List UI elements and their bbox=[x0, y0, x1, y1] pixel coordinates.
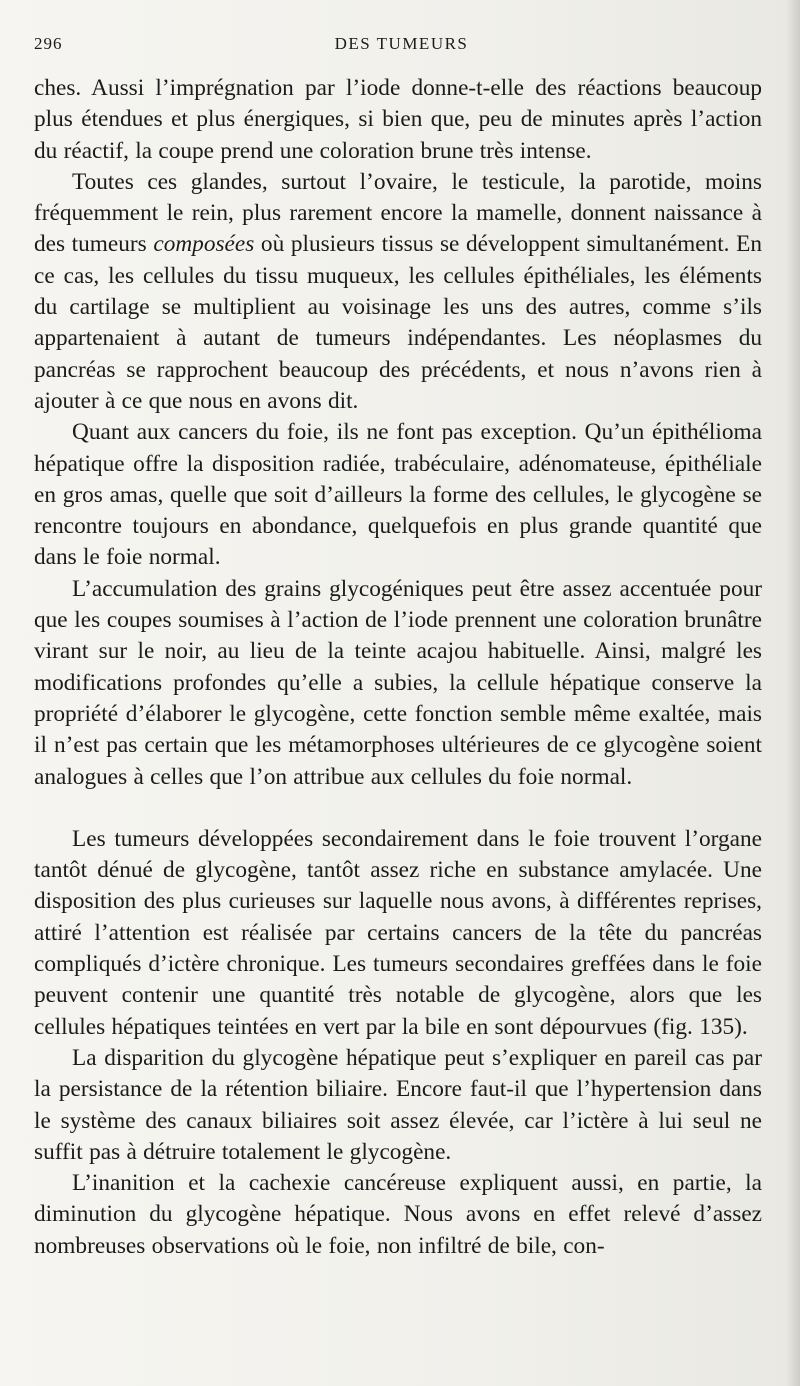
page-number: 296 bbox=[34, 34, 63, 53]
paragraph-text: où plusieurs tissus se développent simultanément. En ce cas, les cellules du tissu muqueux, les cellules épithéliales, les éléments du cartilage se multiplient au voisinage les uns des autres, comme s’ils appartenaient à autant de tumeurs indépendantes. Les néoplasmes du pancréas se rapprochent beaucoup des précédents, et nous n’avons rien à ajouter à ce que nous en avons dit. bbox=[34, 231, 762, 414]
paragraph-composite-tumors bbox=[34, 167, 762, 417]
paragraph-liver-cancers: Quant aux cancers du foie, ils ne font pas exception. Qu’un épithélioma hépatique offre la disposition radiée, trabéculaire, adénomateuse, épithéliale en gros amas, quelle que soit d’ailleurs la forme des cellules, le glycogène se rencontre toujours en abondance, quelquefois en plus grande quantité que dans le foie normal. bbox=[34, 419, 762, 571]
paragraph-glycogen-disappearance: La disparition du glycogène hépatique peut s’expliquer en pareil cas par la persistance de la rétention biliaire. Encore faut-il que l’hypertension dans le système des canaux biliaires soit assez élevée, car l’ictère à lui seul ne suffit pas à détruire totalement le glycogène. bbox=[34, 1044, 762, 1165]
running-title: DES TUMEURS bbox=[334, 34, 469, 53]
paragraph-continuation: ches. Aussi l’imprégnation par l’iode donne-t-elle des réactions beaucoup plus étendues et plus énergiques, si bien que, peu de minutes après l’action du réactif, la coupe prend une coloration brune très intense. bbox=[34, 75, 762, 164]
paragraph-secondary-tumors: Les tumeurs développées secondairement dans le foie trouvent l’organe tantôt dénué de glycogène, tantôt assez riche en substance amylacée. Une disposition des plus curieuses sur laquelle nous avons, à différentes reprises, attiré l’attention est réalisée par certains cancers de la tête du pancréas compliqués d’ictère chronique. Les tumeurs secondaires greffées dans le foie peuvent contenir une quantité très notable de glycogène, alors que les cellules hépatiques teintées en vert par la bile en sont dépourvues (fig. 135). bbox=[34, 825, 762, 1040]
paragraph-glycogen-accumulation: L’accumulation des grains glycogéniques peut être assez accentuée pour que les coupes soumises à l’action de l’iode prennent une coloration brunâtre virant sur le noir, au lieu de la teinte acajou habituelle. Ainsi, malgré les modifications profondes qu’elle a subies, la cellule hépatique conserve la propriété d’élaborer le glycogène, cette fonction semble même exaltée, mais il n’est pas certain que les métamorphoses ultérieures de ce glycogène soient analogues à celles que l’on attribue aux cellules du foie normal. bbox=[34, 575, 762, 790]
paragraph-inanition: L’inanition et la cachexie cancéreuse expliquent aussi, en partie, la diminution du glycogène hépatique. Nous avons en effet relevé d’assez nombreuses observations où le foie, non infiltré de bile, con- bbox=[34, 1170, 762, 1259]
body-text bbox=[34, 73, 762, 1262]
paragraph-text: Toutes ces glandes, surtout l’ovaire, le testicule, la parotide, moins fréquemment le rein, plus rarement encore la mamelle, donnent naissance à des tumeurs bbox=[34, 168, 762, 258]
italic-term: composées bbox=[153, 231, 255, 258]
running-header bbox=[34, 34, 769, 60]
page-edge-shadow bbox=[786, 0, 800, 1386]
